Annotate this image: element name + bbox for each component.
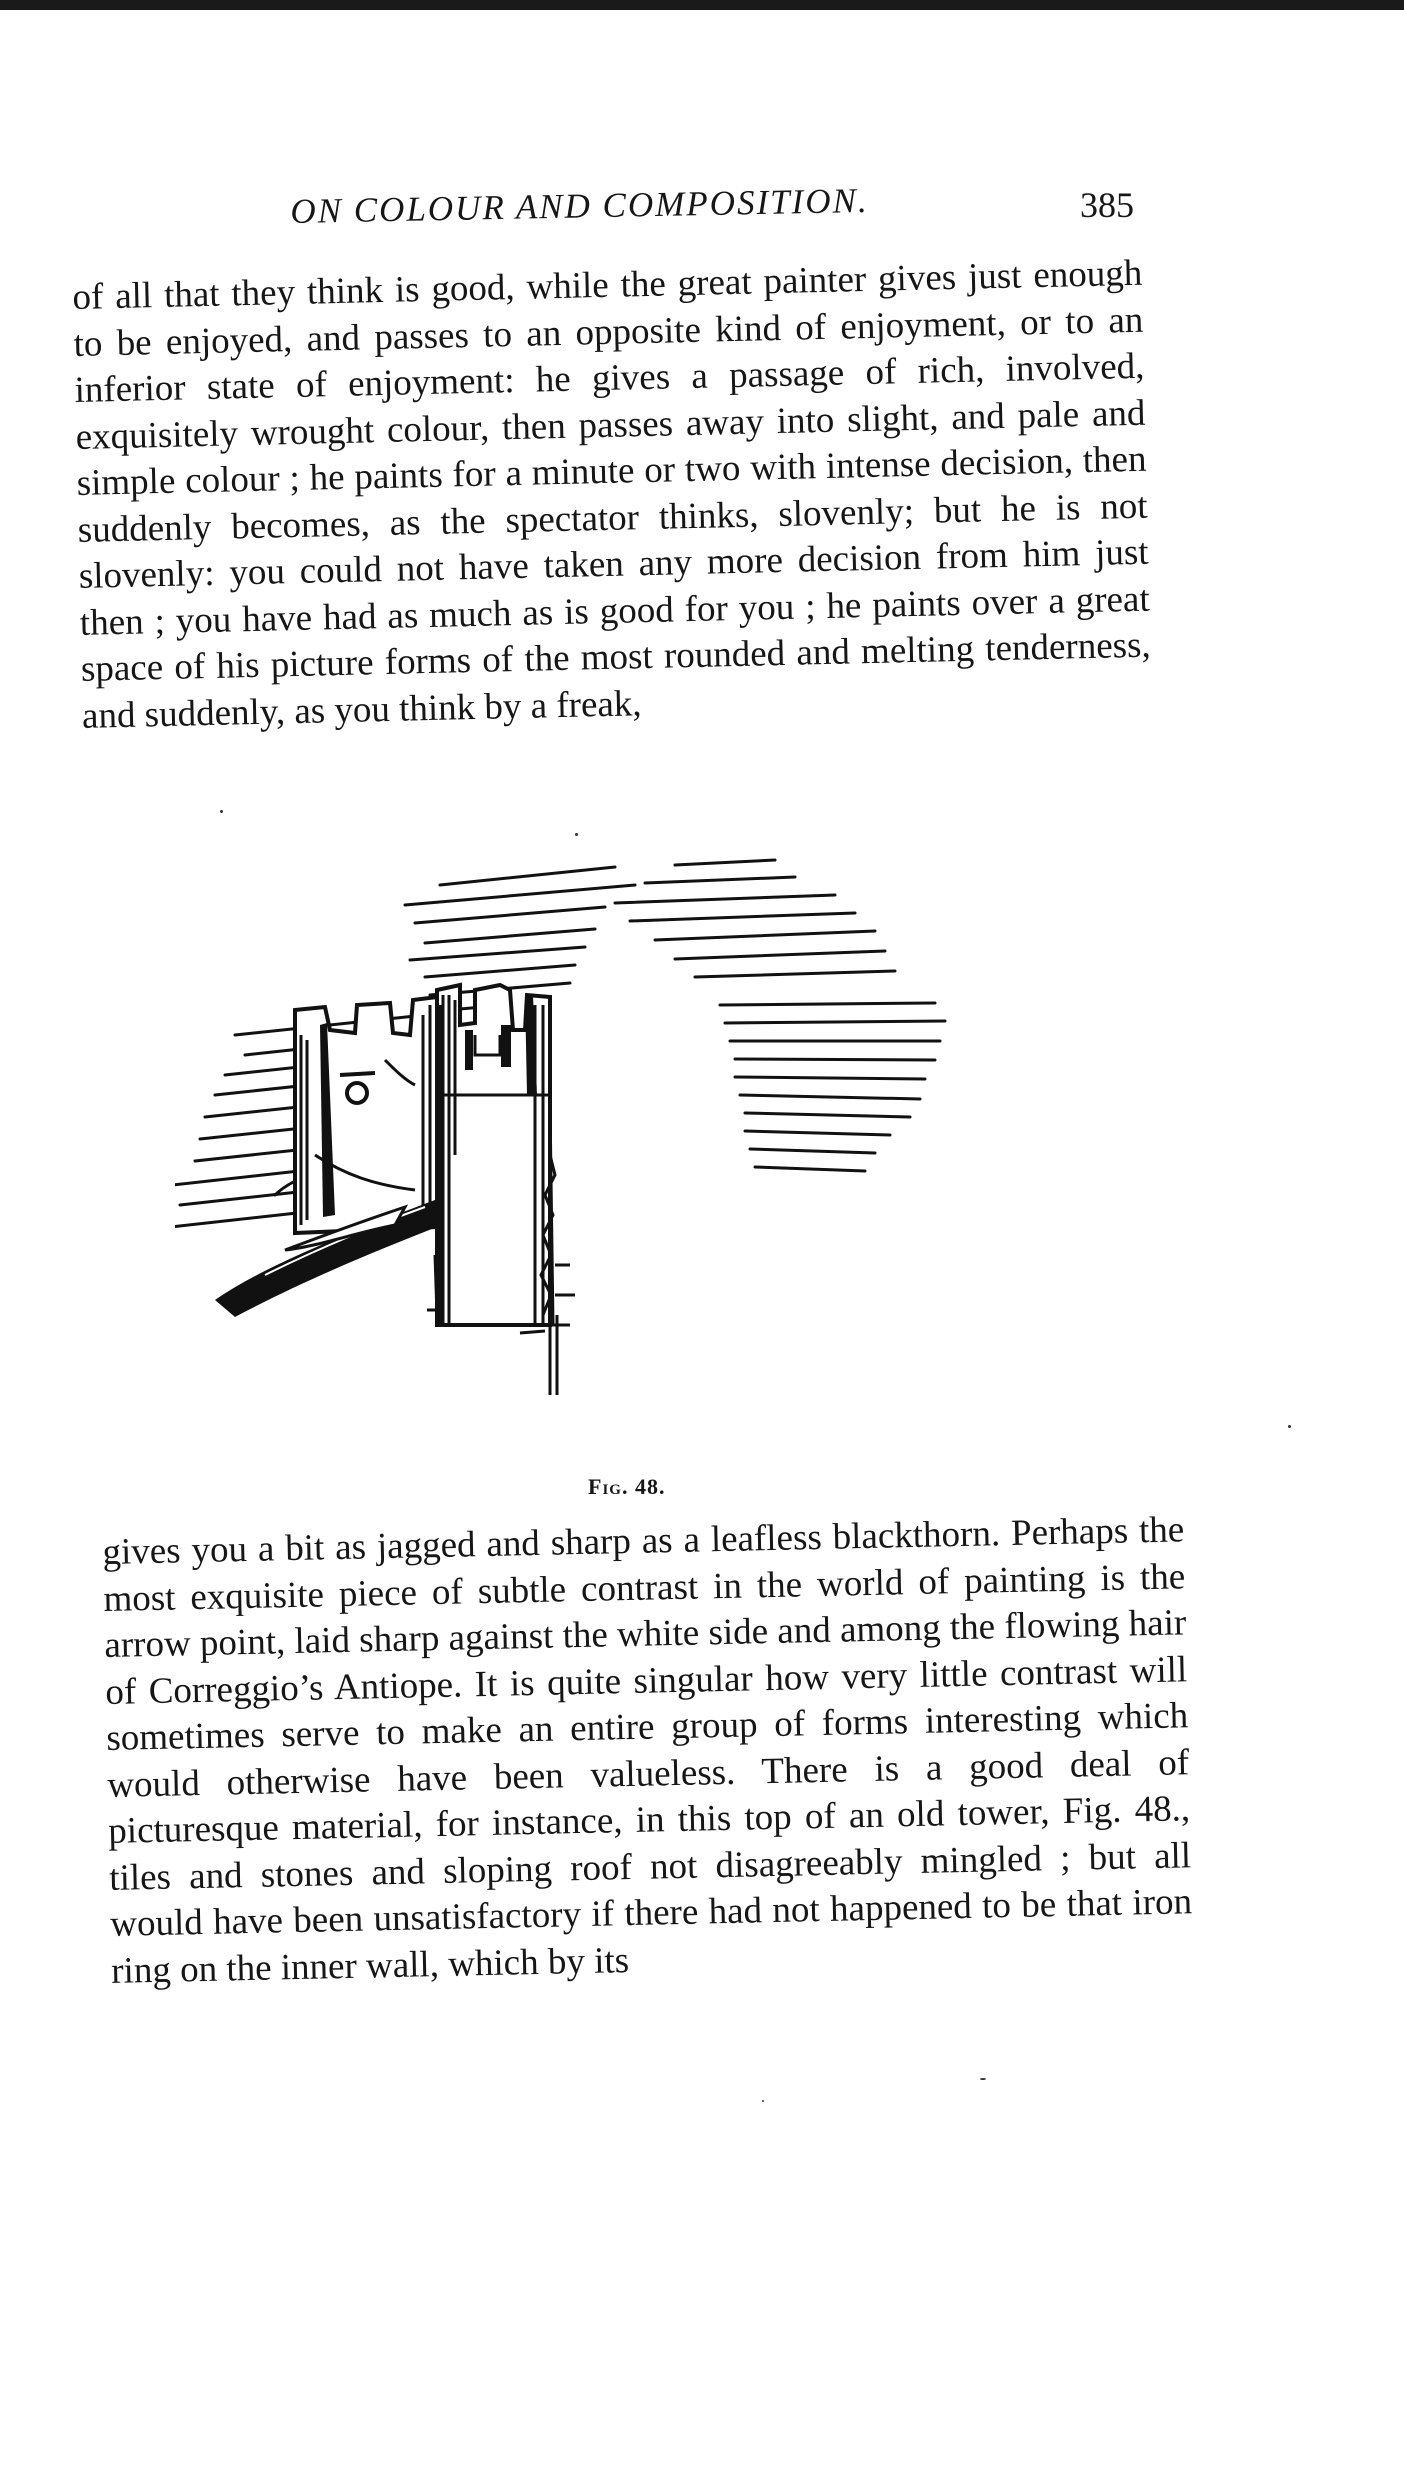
- tower-engraving-svg: [175, 855, 1095, 1465]
- print-speck: [762, 2100, 764, 2102]
- print-speck: [1288, 1425, 1291, 1428]
- paragraph: of all that they think is good, while the great painter gives just enough to be enjoyed, and passes to an opposite kind of enjoyment, or to an inferior state of enjoyment: he gives a passage of rich, involved, exquisitely wrought colour, then passes away into slight, and pale and simple colour ; he paints for a minute or two with intense decision, then suddenly becomes, as the spectator thinks, slovenly; but he is not slovenly: you could not have taken any more decision from him just then ; you have had as much as is good for you ; he paints over a great space of his picture forms of the most rounded and melting tenderness, and suddenly, as you think by a freak,: [72, 252, 1152, 737]
- running-head: ON COLOUR AND COMPOSITION.: [290, 180, 869, 231]
- tower-illustration: [175, 855, 1095, 1465]
- print-speck: [980, 2078, 986, 2080]
- sky-hatching: [175, 860, 945, 1227]
- paragraph: gives you a bit as jagged and sharp as a leafless blackthorn. Perhaps the most exquisite piece of subtle contrast in the world of painting is the arrow point, laid sharp against the white side and among the flowing hair of Correggio’s Antiope. It is quite singular how very little contrast will sometimes serve to make an entire group of forms interesting which would otherwise have been valueless. There is a good deal of picturesque material, for instance, in this top of an old tower, Fig. 48., tiles and stones and sloping roof not disagreeably mingled ; but all would have been unsatisfactory if there had not happened to be that iron ring on the inner wall, which by its: [102, 1509, 1193, 1992]
- print-speck: [575, 833, 578, 836]
- body-text-after-figure: [102, 1507, 1194, 1995]
- left-tower: [295, 997, 437, 1233]
- page-number: 385: [1080, 185, 1134, 225]
- body-text-before-figure: [72, 251, 1152, 740]
- print-speck: [220, 810, 223, 813]
- figure-caption: Fig. 48.: [588, 1474, 666, 1499]
